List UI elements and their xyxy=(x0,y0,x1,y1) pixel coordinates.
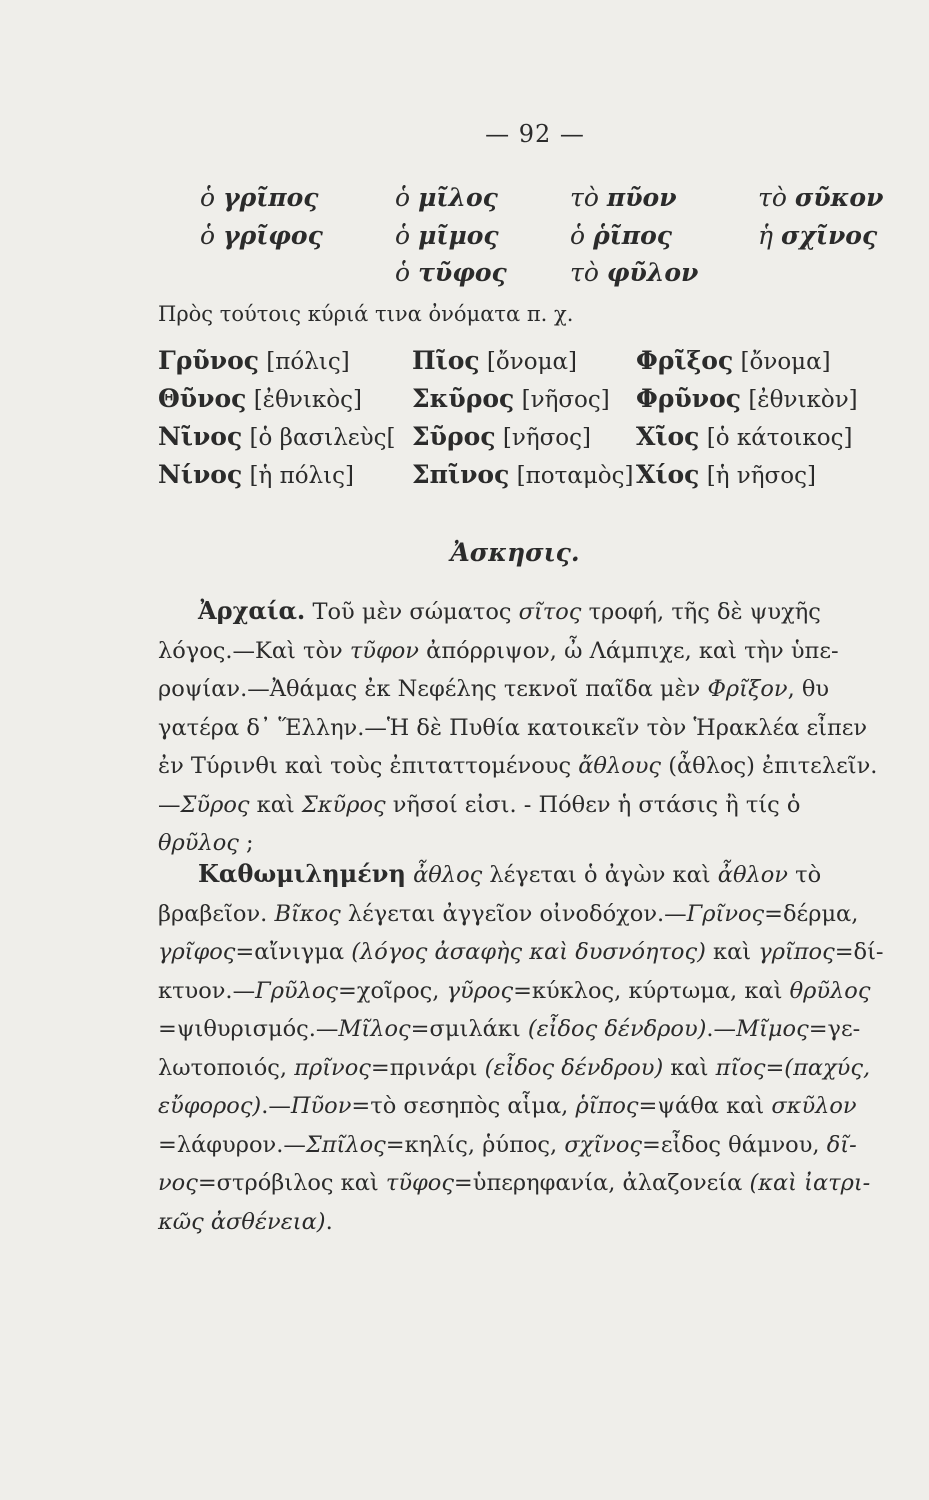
kathomilimeni-paragraph: Καθωμιλημένη ἆθλος λέγεται ὁ ἀγὼν καὶ ἆθλον τὸ βραβεῖον. Βῖκος λέγεται ἀγγεῖον οἰνοδόχον.—Γρῖνος=δέρμα, γρῖφος=αἴνιγμα (λόγος ἀσαφὴς καὶ δυσνόητος) καὶ γρῖπος=δί- κτυον.—Γρῦλος=χοῖρος, γῦρος=κύκλος, κύρτωμα, καὶ θρῦλος =ψιθυρισμός.—Μῖλος=σμιλάκι (εἶδος δένδρου).—Μῖμος=γε- λωτοποιός, πρῖνος=πρινάρι (εἶδος δένδρου) καὶ πῖος=(παχύς, εὔφορος).—Πῦον=τὸ σεσηπὸς αἷμα, ῥῖπος=ψάθα καὶ σκῦλον =λάφυρον.—Σπῖλος=κηλίς, ῥύπος, σχῖνος=εἶδος θάμνου, δῖ- νος=στρόβιλος καὶ τῦφος=ὑπερηφανία, ἀλαζονεία (καὶ ἰατρι- κῶς ἀσθένεια). xyxy=(158,859,884,1235)
page-number: — 92 — xyxy=(485,120,585,148)
list-item: τὸ φῦλον xyxy=(570,258,699,287)
table-cell: Θῦνος [ἐθνικὸς] xyxy=(158,384,362,413)
table-cell: Χίος [ἡ νῆσος] xyxy=(636,460,816,489)
list-item: τὸ πῦον xyxy=(570,183,677,212)
archaia-paragraph: Ἀρχαία. Τοῦ μὲν σώματος σῖτος τροφή, τῆς δὲ ψυχῆς λόγος.—Καὶ τὸν τῦφον ἀπόρριψον, ὦ Λάμπιχε, καὶ τὴν ὑπε- ροψίαν.—Ἀθάμας ἐκ Νεφέλης τεκνοῖ παῖδα μὲν Φρῖξον, θυ γατέρα δ᾿ Ἕλλην.—Ἡ δὲ Πυθία κατοικεῖν τὸν Ἡρακλέα εἶπεν ἐν Τύρινθι καὶ τοὺς ἐπιταττομένους ἄθλους (ἆθλος) ἐπιτελεῖν. —Σῦρος καὶ Σκῦρος νῆσοί εἰσι. - Πόθεν ἡ στάσις ἢ τίς ὁ θρῦλος ; xyxy=(158,596,878,856)
table-cell: Φρῖξος [ὄνομα] xyxy=(636,346,831,375)
list-item: ὁ ῥῖπος xyxy=(570,221,672,250)
table-cell: Σῦρος [νῆσος] xyxy=(412,422,591,451)
table-cell: Πῖος [ὄνομα] xyxy=(412,346,578,375)
list-item: ὁ μῖμος xyxy=(395,221,499,250)
list-item: τὸ σῦκον xyxy=(758,183,884,212)
proper-names-intro: Πρὸς τούτοις κύριά τινα ὀνόματα π. χ. xyxy=(158,302,574,326)
table-cell: Φρῦνος [ἐθνικὸν] xyxy=(636,384,858,413)
table-cell: Γρῦνος [πόλις] xyxy=(158,346,350,375)
exercises-heading: Ἀσκησις. xyxy=(450,538,580,567)
table-cell: Νῖνος [ὁ βασιλεὺς[ xyxy=(158,422,396,451)
list-item: ὁ γρῖφος xyxy=(200,221,323,250)
table-cell: Σκῦρος [νῆσος] xyxy=(412,384,610,413)
list-item: ὁ τῦφος xyxy=(395,258,507,287)
table-cell: Νίνος [ἡ πόλις] xyxy=(158,460,354,489)
section-label: Καθωμιλημένη xyxy=(198,859,406,888)
table-cell: Χῖος [ὁ κάτοικος] xyxy=(636,422,853,451)
list-item: ὁ μῖλος xyxy=(395,183,498,212)
table-cell: Σπῖνος [ποταμὸς] xyxy=(412,460,634,489)
list-item: ἡ σχῖνος xyxy=(758,221,878,250)
list-item: ὁ γρῖπος xyxy=(200,183,319,212)
section-label: Ἀρχαία. xyxy=(198,596,306,625)
